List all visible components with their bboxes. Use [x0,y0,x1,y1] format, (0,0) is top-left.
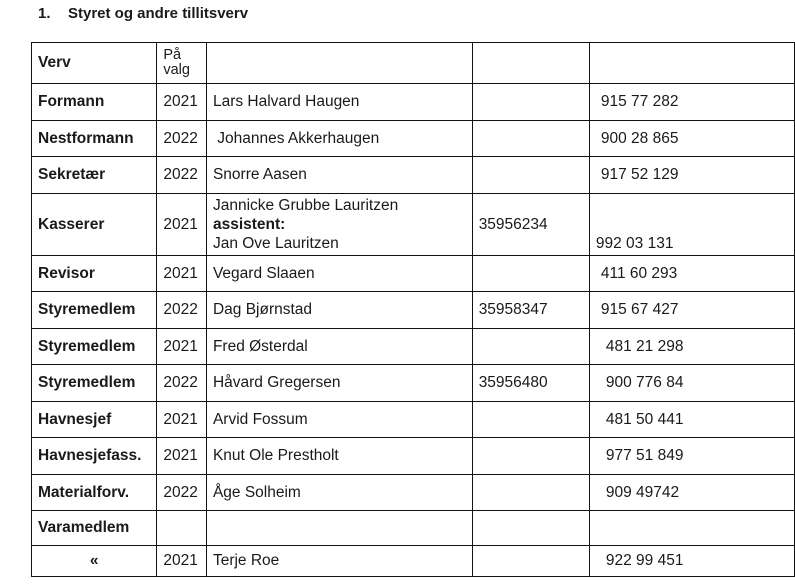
table-row [32,194,795,256]
cell-phone [472,256,589,292]
table-row [32,329,795,365]
header-pa-valg [157,43,207,84]
cell-year: 2021 [157,329,207,365]
cell-verv: Sekretær [32,157,157,194]
mobile-number: 900 28 865 [600,129,679,147]
cell-year: 2022 [157,121,207,157]
header-verv: Verv [32,43,157,84]
header-mobile [589,43,794,84]
assistant-label: assistent: [212,216,286,233]
cell-verv: Styremedlem [32,365,157,402]
cell-name: Johannes Akkerhaugen [206,121,472,157]
cell-verv: Havnesjef [32,402,157,438]
header-pa-valg-line1: På [163,47,182,63]
cell-mobile [589,292,794,329]
table-row [32,121,795,157]
cell-phone [472,546,589,577]
mobile-number: 915 67 427 [600,301,679,318]
cell-verv: Styremedlem [32,292,157,329]
cell-year: 2022 [157,365,207,402]
cell-name: Håvard Gregersen [206,365,472,402]
mobile-number: 411 60 293 [600,264,678,282]
cell-phone [472,157,589,194]
table-row [32,438,795,475]
cell-verv: Revisor [32,256,157,292]
cell-mobile [589,329,794,365]
mobile-number: 481 50 441 [605,410,684,428]
cell-year: 2022 [157,292,207,329]
cell-name: Terje Roe [206,546,472,577]
cell-mobile [589,475,794,511]
cell-name: Åge Solheim [206,475,472,511]
cell-verv: Varamedlem [32,511,157,546]
cell-mobile [589,511,794,546]
cell-verv: Materialforv. [32,475,157,511]
cell-year: 2021 [157,256,207,292]
cell-verv: Styremedlem [32,329,157,365]
cell-phone [472,475,589,511]
cell-year [157,511,207,546]
cell-year: 2022 [157,157,207,194]
section-heading [38,5,248,22]
cell-mobile [589,121,794,157]
cell-mobile [589,365,794,402]
section-title: Styret og andre tillitsverv [68,5,249,22]
cell-verv: Havnesjefass. [32,438,157,475]
mobile-number: 922 99 451 [605,552,684,569]
cell-name: Dag Bjørnstad [206,292,472,329]
cell-phone [472,438,589,475]
table-row [32,402,795,438]
cell-phone [472,402,589,438]
assistant-name: Jan Ove Lauritzen [212,235,339,252]
table-row [32,256,795,292]
cell-verv: Nestformann [32,121,157,157]
cell-mobile [589,402,794,438]
table-row [32,511,795,546]
name-line: Jannicke Grubbe Lauritzen [212,197,399,214]
mobile-number: 900 776 84 [605,374,684,391]
cell-year: 2021 [157,546,207,577]
mobile-number: 915 77 282 [600,93,679,110]
cell-phone: 35958347 [472,292,589,329]
cell-name [206,194,472,256]
cell-name: Snorre Aasen [206,157,472,194]
cell-verv: Formann [32,84,157,121]
cell-verv [32,546,157,577]
cell-name: Knut Ole Prestholt [206,438,472,475]
cell-phone [472,329,589,365]
table-row [32,546,795,577]
cell-mobile [589,438,794,475]
cell-verv: Kasserer [32,194,157,256]
cell-year: 2021 [157,438,207,475]
table-row [32,475,795,511]
cell-mobile [589,256,794,292]
cell-name [206,511,472,546]
section-number: 1. [38,5,51,22]
cell-phone [472,121,589,157]
cell-name: Lars Halvard Haugen [206,84,472,121]
cell-phone [472,84,589,121]
cell-mobile [589,194,794,256]
cell-year: 2021 [157,402,207,438]
cell-name: Arvid Fossum [206,402,472,438]
cell-mobile [589,546,794,577]
cell-name: Vegard Slaaen [206,256,472,292]
header-pa-valg-line2: valg [163,62,190,78]
mobile-number: 977 51 849 [605,447,684,464]
mobile-number: 909 49742 [605,483,680,501]
cell-mobile [589,157,794,194]
cell-mobile [589,84,794,121]
table-row [32,365,795,402]
cell-name: Fred Østerdal [206,329,472,365]
board-table [31,42,795,577]
mobile-number: 481 21 298 [605,337,684,355]
cell-phone: 35956480 [472,365,589,402]
mobile-number: 992 03 131 [595,235,674,252]
cell-year: 2021 [157,84,207,121]
header-name [206,43,472,84]
table-row [32,292,795,329]
table-header-row [32,43,795,84]
cell-year: 2021 [157,194,207,256]
cell-phone: 35956234 [472,194,589,256]
mobile-number: 917 52 129 [600,166,679,183]
header-phone [472,43,589,84]
table-row [32,157,795,194]
table-row [32,84,795,121]
cell-phone [472,511,589,546]
ditto-mark: « [89,552,99,569]
cell-year: 2022 [157,475,207,511]
